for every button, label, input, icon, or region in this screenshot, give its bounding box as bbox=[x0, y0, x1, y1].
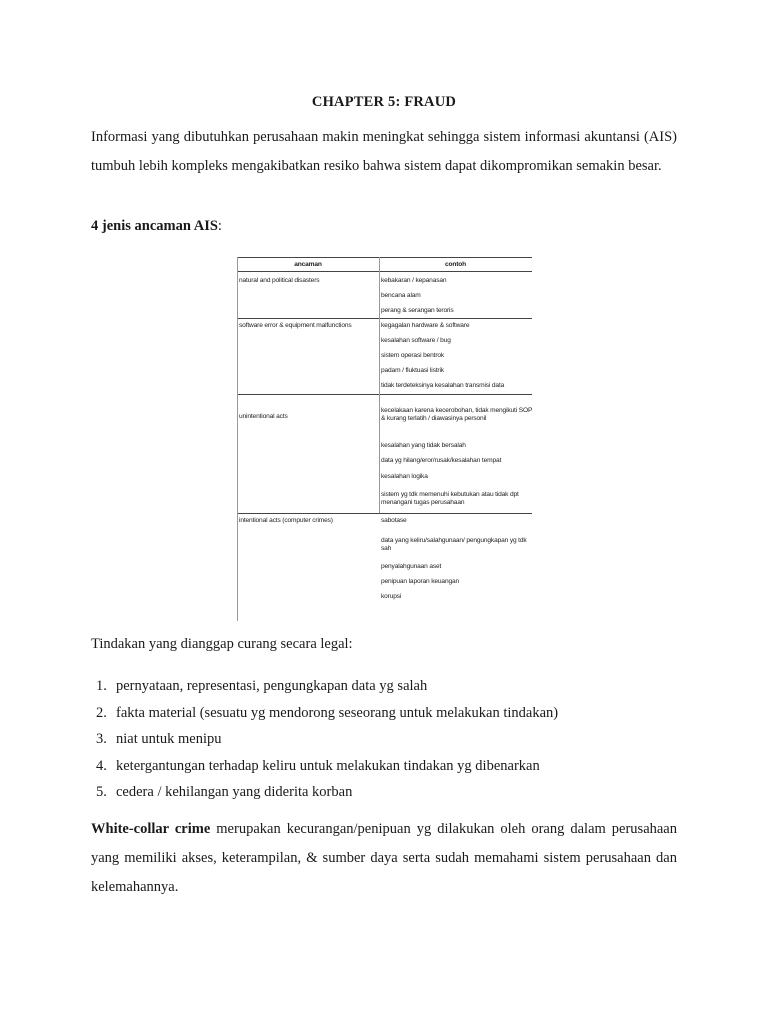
table-cell-contoh: kesalahan yang tidak bersalah bbox=[381, 442, 466, 449]
table-rule bbox=[237, 257, 238, 621]
table-rule bbox=[237, 394, 532, 395]
table-rule bbox=[237, 513, 532, 514]
table-cell-contoh: sabotase bbox=[381, 517, 407, 524]
intro-paragraph: Informasi yang dibutuhkan perusahaan makin meningkat sehingga sistem informasi akuntansi (AIS) tumbuh lebih kompleks mengakibatkan resiko bahwa sistem dapat dikompromikan semakin besar. bbox=[91, 129, 677, 174]
threats-table bbox=[237, 257, 532, 621]
list-text: fakta material (sesuatu yg mendorong seseorang untuk melakukan tindakan) bbox=[116, 704, 559, 721]
white-collar-text: merupakan kecurangan/penipuan yg dilakukan oleh orang dalam perusahaan yang memiliki akses, keterampilan, & sumber daya serta sudah memahami sistem perusahaan dan kelemahannya. bbox=[91, 821, 677, 895]
list-text: cedera / kehilangan yang diderita korban bbox=[116, 784, 353, 800]
white-collar-term: White-collar crime bbox=[91, 821, 211, 837]
table-cell-contoh: kesalahan software / bug bbox=[381, 337, 451, 344]
list-number: 4. bbox=[96, 757, 107, 774]
table-header-ancaman: ancaman bbox=[294, 261, 322, 268]
table-cell-contoh: penipuan laporan keuangan bbox=[381, 578, 460, 585]
threats-heading-bold: 4 jenis ancaman AIS bbox=[91, 218, 218, 234]
table-rule bbox=[237, 271, 532, 272]
table-cell-contoh: kesalahan logika bbox=[381, 473, 428, 480]
table-cell-contoh: kebakaran / kepanasan bbox=[381, 277, 447, 284]
list-item bbox=[91, 779, 558, 806]
list-item bbox=[91, 726, 558, 753]
table-cell-contoh: sistem yg tdk memenuhi kebutukan atau tidak dpt menangani tugas perusahaan bbox=[381, 491, 519, 506]
table-cell-ancaman: unintentional acts bbox=[239, 413, 288, 420]
table-cell-contoh: padam / fluktuasi listrik bbox=[381, 367, 444, 374]
table-cell-contoh: sistem operasi bentrok bbox=[381, 352, 445, 359]
table-cell-contoh: korupsi bbox=[381, 593, 402, 600]
table-rule bbox=[237, 318, 532, 319]
white-collar-paragraph bbox=[91, 815, 677, 902]
list-item bbox=[91, 673, 558, 700]
list-item bbox=[91, 753, 558, 780]
table-rule bbox=[379, 257, 380, 513]
threats-heading bbox=[91, 218, 222, 235]
chapter-title: CHAPTER 5: FRAUD bbox=[311, 94, 457, 110]
table-cell-contoh: kecelakaan karena kecerobohan, tidak mengikuti SOP & kurang terlatih / diawasinya personil bbox=[381, 407, 532, 422]
table-cell-contoh: tidak terdeteksinya kesalahan transmisi data bbox=[381, 382, 505, 389]
list-text: ketergantungan terhadap keliru untuk melakukan tindakan yg dibenarkan bbox=[116, 757, 540, 774]
table-cell-contoh: kegagalan hardware & software bbox=[381, 322, 470, 329]
list-number: 1. bbox=[96, 678, 107, 694]
list-number: 5. bbox=[96, 784, 107, 800]
table-cell-contoh: data yg hilang/eror/rusak/kesalahan tempat bbox=[381, 457, 502, 464]
list-number: 3. bbox=[96, 731, 107, 747]
legal-list bbox=[91, 673, 558, 806]
table-cell-contoh: penyalahgunaan aset bbox=[381, 563, 442, 570]
table-cell-ancaman: intentional acts (computer crimes) bbox=[239, 517, 333, 524]
list-text: niat untuk menipu bbox=[116, 731, 222, 747]
list-text: pernyataan, representasi, pengungkapan data yg salah bbox=[116, 678, 428, 694]
table-cell-contoh: data yang keliru/salahgunaan/ pengungkapan yg tdk sah bbox=[381, 537, 527, 552]
table-cell-ancaman: natural and political disasters bbox=[239, 277, 320, 284]
table-cell-contoh: bencana alam bbox=[381, 292, 421, 299]
table-header-contoh: contoh bbox=[444, 261, 467, 268]
legal-heading: Tindakan yang dianggap curang secara legal: bbox=[91, 636, 353, 652]
list-number: 2. bbox=[96, 704, 107, 721]
table-cell-ancaman: software error & equipment malfunctions bbox=[239, 322, 352, 329]
threats-heading-suffix: : bbox=[217, 218, 222, 234]
list-item bbox=[91, 700, 558, 727]
table-cell-contoh: perang & serangan teroris bbox=[381, 307, 454, 314]
table-rule bbox=[237, 257, 532, 258]
